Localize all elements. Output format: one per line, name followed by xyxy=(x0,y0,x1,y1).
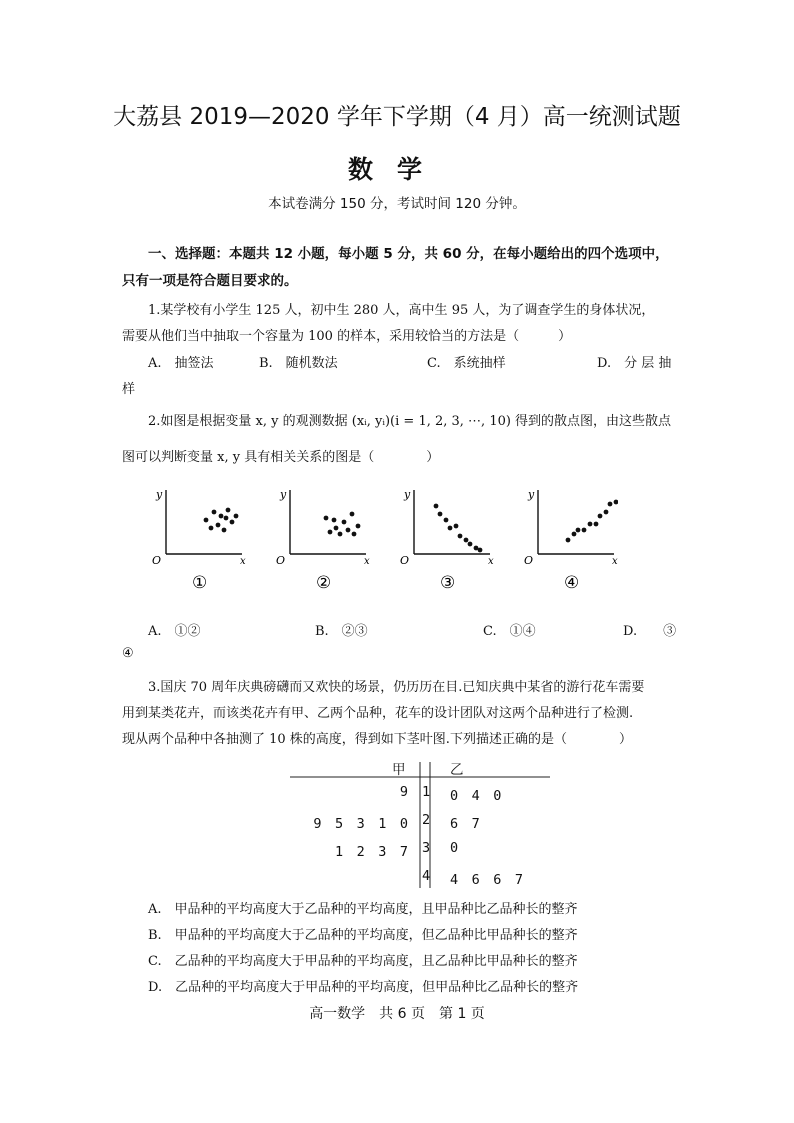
scatter-point xyxy=(438,512,443,517)
scatter-point xyxy=(464,538,469,543)
q1-option-b[interactable]: B. 随机数法 xyxy=(259,356,338,371)
scatter-point xyxy=(454,524,459,529)
scatter-point xyxy=(224,516,229,521)
scatter-point xyxy=(204,518,209,523)
stem-leaf-row1-stem: 1 xyxy=(422,784,431,800)
q3-stem-line1: 3.国庆 70 周年庆典磅礴而又欢快的场景，仍历历在目.已知庆典中某省的游行花车需要 xyxy=(148,680,645,695)
q2-option-a[interactable]: A. ①② xyxy=(148,624,201,639)
origin-label: O xyxy=(524,554,534,567)
scatter-plot-number: ④ xyxy=(564,573,580,593)
stem-leaf-row3-left: 1 2 3 7 xyxy=(334,844,408,860)
stem-leaf-row1-right: 0 4 0 xyxy=(450,788,502,804)
q2-option-c[interactable]: C. ①④ xyxy=(483,624,536,639)
y-axis-label: y xyxy=(528,488,535,501)
q1-option-d-wrap: 样 xyxy=(122,382,136,397)
scatter-point xyxy=(324,516,329,521)
origin-label: O xyxy=(400,554,410,567)
scatter-point xyxy=(458,534,463,539)
x-axis-label: x xyxy=(364,556,370,567)
section-heading-line2: 只有一项是符合题目要求的。 xyxy=(122,273,298,289)
q3-option-b[interactable]: B. 甲品种的平均高度大于乙品种的平均高度，但乙品种比甲品种长的整齐 xyxy=(148,928,578,943)
stem-leaf-row2-right: 6 7 xyxy=(450,816,480,832)
q2-option-d-wrap: ④ xyxy=(122,646,134,661)
scatter-plot-3 xyxy=(400,488,494,593)
stem-leaf-header-yi: 乙 xyxy=(450,762,464,778)
q3-option-a[interactable]: A. 甲品种的平均高度大于乙品种的平均高度，且甲品种比乙品种长的整齐 xyxy=(148,902,578,917)
q2-option-d[interactable]: D. ③ xyxy=(623,624,677,639)
q2-stem-line1: 2.如图是根据变量 x, y 的观测数据 (xᵢ, yᵢ)(i = 1, 2, 3, ⋯, 10) 得到的散点图，由这些散点 xyxy=(148,414,672,429)
q1-option-c[interactable]: C. 系统抽样 xyxy=(427,356,506,371)
scatter-point xyxy=(608,502,613,507)
scatter-point xyxy=(328,530,333,535)
scatter-point xyxy=(352,532,357,537)
scatter-point xyxy=(332,518,337,523)
scatter-point xyxy=(212,510,217,515)
q3-stem-line3: 现从两个品种中各抽测了 10 株的高度，得到如下茎叶图.下列描述正确的是（ ） xyxy=(122,732,632,747)
y-axis-label: y xyxy=(404,488,411,501)
q2-stem-line2: 图可以判断变量 x, y 具有相关关系的图是（ ） xyxy=(122,450,440,465)
scatter-point xyxy=(444,518,449,523)
exam-info: 本试卷满分 150 分，考试时间 120 分钟。 xyxy=(268,196,526,212)
stem-leaf-row2-stem: 2 xyxy=(422,812,431,828)
stem-leaf-row1-left: 9 xyxy=(399,784,408,800)
scatter-point xyxy=(334,526,339,531)
stem-leaf-row2-left: 9 5 3 1 0 xyxy=(313,816,408,832)
scatter-point xyxy=(448,526,453,531)
q3-stem-line2: 用到某类花卉，而该类花卉有甲、乙两个品种，花车的设计团队对这两个品种进行了检测. xyxy=(122,706,634,721)
y-axis-label: y xyxy=(156,488,163,501)
y-axis-label: y xyxy=(280,488,287,501)
section-heading-line1: 一、选择题：本题共 12 小题，每小题 5 分，共 60 分，在每小题给出的四个选项中， xyxy=(148,246,669,262)
stem-leaf-header-jia: 甲 xyxy=(392,762,406,778)
scatter-plot-number: ② xyxy=(316,573,332,593)
scatter-point xyxy=(434,504,439,509)
scatter-point xyxy=(614,500,618,505)
scatter-point xyxy=(222,528,227,533)
stem-leaf-row4-stem: 4 xyxy=(422,868,431,884)
scatter-point xyxy=(478,548,483,553)
scatter-plot-number: ③ xyxy=(440,573,456,593)
scatter-point xyxy=(572,532,577,537)
scatter-point xyxy=(216,523,221,528)
scatter-point xyxy=(226,508,231,513)
scatter-point xyxy=(588,522,593,527)
x-axis-label: x xyxy=(240,556,246,567)
q1-option-a[interactable]: A. 抽签法 xyxy=(148,356,214,371)
scatter-point xyxy=(582,528,587,533)
x-axis-label: x xyxy=(612,556,618,567)
q1-stem-line2: 需要从他们当中抽取一个容量为 100 的样本，采用较恰当的方法是（ ） xyxy=(122,329,572,344)
scatter-point xyxy=(338,532,343,537)
scatter-point xyxy=(356,524,361,529)
stem-leaf-row4-right: 4 6 6 7 xyxy=(450,872,524,888)
scatter-point xyxy=(209,526,214,531)
scatter-plot-2 xyxy=(276,488,370,593)
scatter-point xyxy=(594,522,599,527)
scatter-point xyxy=(576,528,581,533)
stem-leaf-plot xyxy=(280,760,560,890)
scatter-point xyxy=(598,514,603,519)
scatter-point xyxy=(230,520,235,525)
origin-label: O xyxy=(152,554,162,567)
scatter-point xyxy=(350,512,355,517)
scatter-plot-4 xyxy=(524,488,618,593)
scatter-plot-1 xyxy=(152,488,246,593)
scatter-point xyxy=(342,520,347,525)
scatter-point xyxy=(219,514,224,519)
q2-option-b[interactable]: B. ②③ xyxy=(315,624,368,639)
scatter-plot-number: ① xyxy=(192,573,208,593)
scatter-plots-figure xyxy=(148,484,618,604)
q1-option-d[interactable]: D. 分 层 抽 xyxy=(597,356,672,371)
scatter-point xyxy=(566,538,571,543)
q3-option-d[interactable]: D. 乙品种的平均高度大于甲品种的平均高度，但甲品种比乙品种长的整齐 xyxy=(148,980,579,995)
scatter-point xyxy=(468,542,473,547)
scatter-point xyxy=(604,510,609,515)
scatter-point xyxy=(346,528,351,533)
subject-title: 数学 xyxy=(347,155,446,184)
stem-leaf-row3-stem: 3 xyxy=(422,840,431,856)
x-axis-label: x xyxy=(488,556,494,567)
q3-option-c[interactable]: C. 乙品种的平均高度大于甲品种的平均高度，且乙品种比甲品种长的整齐 xyxy=(148,954,578,969)
q1-stem-line1: 1.某学校有小学生 125 人，初中生 280 人，高中生 95 人，为了调查学生的身体状况， xyxy=(148,303,655,318)
stem-leaf-row3-right: 0 xyxy=(450,840,459,856)
scatter-point xyxy=(234,514,239,519)
page-footer: 高一数学 共 6 页 第 1 页 xyxy=(309,1006,485,1022)
exam-title: 大荔县 2019—2020 学年下学期（4 月）高一统测试题 xyxy=(113,104,681,130)
origin-label: O xyxy=(276,554,286,567)
